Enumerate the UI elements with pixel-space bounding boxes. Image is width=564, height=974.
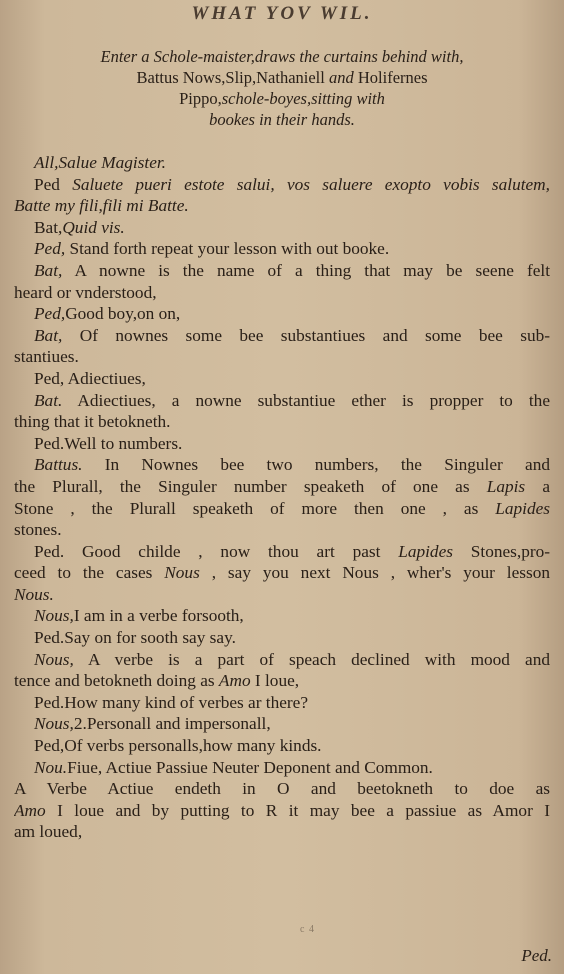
text-line: [14, 649, 550, 671]
line-text: the Plurall, the Singuler number speaketh of one as: [14, 476, 487, 496]
speaker-label: Nous,: [34, 649, 74, 669]
line-text: A nowne is the name of a thing that may be seene felt: [62, 260, 550, 280]
text-line: [14, 368, 550, 390]
line-text: stantiues.: [14, 347, 79, 367]
stage-direction: [44, 46, 520, 130]
latin-term: Amo: [14, 800, 46, 820]
line-text: am loued,: [14, 822, 83, 842]
speaker-label: Bat.: [34, 390, 63, 410]
line-text: Stand forth repeat your lesson with out booke.: [65, 239, 390, 259]
text-line: [14, 735, 550, 757]
stage-name-pippo: Pippo,: [179, 89, 222, 108]
line-text: Good boy,on on,: [65, 304, 181, 324]
latin-term: Lapides: [495, 498, 550, 518]
line-text: A Verbe Actiue endeth in O and beetokneth to doe as: [14, 779, 550, 799]
speaker-label: Nou.: [34, 757, 68, 777]
text-line: [14, 217, 550, 239]
line-text: Ped, Adiectiues,: [34, 368, 146, 388]
text-line: [14, 757, 550, 779]
text-line: [14, 476, 550, 498]
text-line: [14, 346, 550, 368]
line-text: Ped.Well to numbers.: [34, 433, 183, 453]
text-line: [14, 152, 550, 174]
line-text: Ped.Say on for sooth say say.: [34, 628, 236, 648]
line-text: A verbe is a part of speach declined with mood and: [73, 649, 550, 669]
text-line: [14, 605, 550, 627]
text-line: [14, 821, 550, 843]
line-text: In Nownes bee two numbers, the Singuler and: [82, 455, 550, 475]
text-line: [14, 238, 550, 260]
stage-direction-line-3: [44, 88, 520, 109]
text-line: [14, 260, 550, 282]
line-text: I am in a verbe forsooth,: [73, 606, 244, 626]
text-line: [14, 670, 550, 692]
stage-direction-line-2: [44, 67, 520, 88]
line-text: Bat,: [34, 217, 63, 237]
speaker-label: Bat,: [34, 325, 63, 345]
speaker-label: All,: [34, 153, 59, 172]
line-text: 2.Personall and impersonall,: [73, 714, 271, 734]
stage-direction-text: schole-boyes,sitting with: [221, 89, 385, 108]
line-text: Stones,pro-: [452, 541, 550, 561]
line-text: Adiectiues, a nowne substantiue ether is propper to the: [62, 390, 550, 410]
line-text: Of nownes some bee substantiues and some bee sub-: [62, 325, 550, 345]
running-head: WHAT YOV WIL.: [191, 3, 373, 24]
stage-direction-line-1: Enter a Schole-maister,draws the curtains behind with,: [100, 47, 464, 66]
latin-term: Salue Magister.: [58, 153, 167, 172]
latin-term: Amo: [218, 671, 251, 691]
latin-term: Nous: [164, 563, 200, 583]
line-text: , say you next Nous , wher's your lesson: [199, 563, 550, 583]
stage-and: and: [328, 68, 354, 87]
text-line: [14, 778, 550, 800]
latin-term: Quid vis.: [62, 217, 125, 237]
latin-term: Lapides: [398, 541, 453, 561]
line-text: Ped: [34, 174, 73, 194]
text-line: [14, 541, 550, 563]
speaker-label: Ped,: [34, 304, 66, 324]
line-text: tence and betokneth doing as: [14, 671, 219, 691]
text-line: [14, 627, 550, 649]
text-line: [14, 519, 550, 541]
speaker-label: Nous.: [14, 584, 54, 604]
line-text: Stone , the Plurall speaketh of more then one , as: [14, 498, 496, 518]
speaker-label: Nous,: [34, 606, 74, 626]
text-line: [14, 800, 550, 822]
signature-mark: c 4: [300, 924, 315, 935]
line-text: Ped. Good childe , now thou art past: [34, 541, 399, 561]
latin-term: Saluete pueri estote salui, vos saluere exopto vobis salutem,: [72, 174, 550, 194]
line-text: heard or vnderstood,: [14, 282, 157, 302]
speaker-label: Battus.: [34, 455, 83, 475]
text-line: [14, 562, 550, 584]
line-text: Ped.How many kind of verbes ar there?: [34, 692, 309, 712]
line-text: Ped,Of verbs personalls,how many kinds.: [34, 736, 322, 756]
speaker-label: Ped,: [34, 239, 66, 259]
line-text: thing that it betokneth.: [14, 412, 171, 432]
text-line: [14, 411, 550, 433]
line-text: a: [525, 476, 550, 496]
latin-term: Lapis: [486, 476, 526, 496]
stage-name-holifernes: Holifernes: [353, 68, 428, 87]
line-text: stones.: [14, 520, 62, 540]
line-text: I loue,: [250, 671, 300, 691]
line-text: ceed to the cases: [14, 563, 165, 583]
line-text: I loue and by putting to R it may bee a passiue as Amor I: [45, 800, 550, 820]
text-line: [14, 498, 550, 520]
latin-term: Batte my fili,fili mi Batte.: [14, 196, 189, 216]
catchword: Ped.: [521, 946, 552, 965]
text-line: [14, 174, 550, 196]
stage-names: Battus Nows,Slip,Nathaniell: [136, 68, 329, 87]
text-line: [14, 584, 550, 606]
speaker-label: Bat,: [34, 260, 63, 280]
stage-direction-line-4: bookes in their hands.: [209, 110, 355, 129]
text-line: [14, 282, 550, 304]
line-text: Fiue, Actiue Passiue Neuter Deponent and Common.: [67, 757, 433, 777]
text-line: [14, 713, 550, 735]
play-text: [14, 152, 550, 843]
text-line: [14, 390, 550, 412]
text-line: [14, 325, 550, 347]
speaker-label: Nous,: [34, 714, 74, 734]
text-line: [14, 433, 550, 455]
text-line: [14, 303, 550, 325]
text-line: [14, 454, 550, 476]
text-line: [14, 692, 550, 714]
text-line: [14, 195, 550, 217]
